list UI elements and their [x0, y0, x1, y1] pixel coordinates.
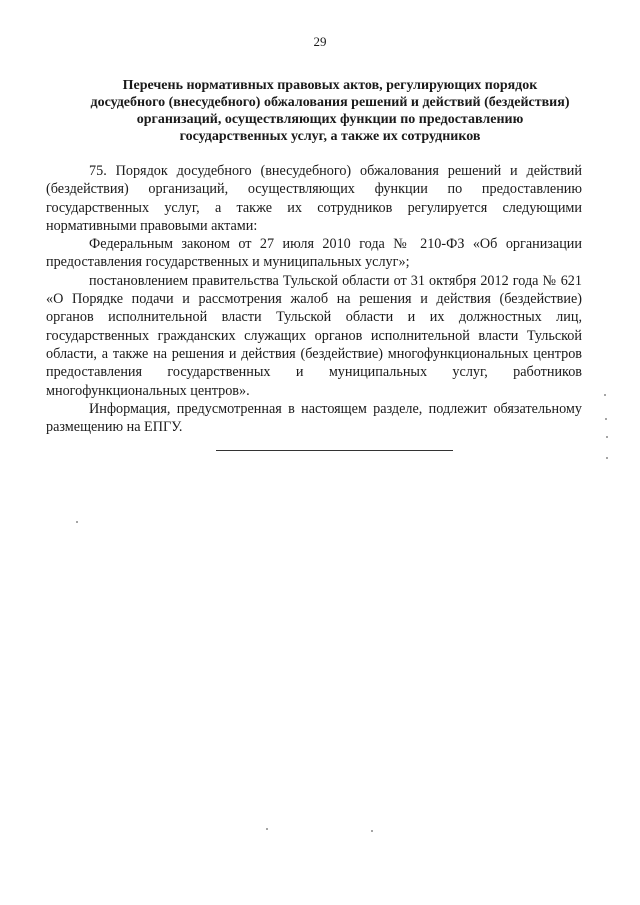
scan-speck [606, 436, 608, 438]
scan-speck [76, 521, 78, 523]
heading-line: государственных услуг, а также их сотрудников [179, 129, 481, 144]
heading-line: Перечень нормативных правовых актов, регулирующих порядок [122, 78, 538, 93]
heading-line: досудебного (внесудебного) обжалования решений и действий (бездействия) [90, 95, 570, 110]
section-heading [60, 77, 600, 145]
paragraph-federal-law: Федеральным законом от 27 июля 2010 года № 210-ФЗ «Об организации предоставления государственных и муниципальных услуг»; [46, 236, 582, 271]
scan-speck [266, 828, 268, 830]
closing-divider [216, 450, 453, 451]
paragraph-publication-note: Информация, предусмотренная в настоящем разделе, подлежит обязательному размещению на ЕПГУ. [46, 400, 582, 436]
document-body [46, 162, 582, 436]
page-number: 29 [313, 34, 327, 49]
scan-speck [604, 394, 606, 396]
scan-speck [605, 418, 607, 420]
paragraph-intro: 75. Порядок досудебного (внесудебного) обжалования решений и действий (бездействия) организаций, осуществляющих функции по предоставлению государственных услуг, а также их сотрудников регулируется следующими нормативными правовыми актами: [46, 163, 582, 234]
heading-line: организаций, осуществляющих функции по предоставлению [136, 112, 524, 127]
scan-speck [371, 830, 373, 832]
scan-speck [606, 457, 608, 459]
paragraph-regional-decree: постановлением правительства Тульской области от 31 октября 2012 года № 621 «О Порядке подачи и рассмотрения жалоб на решения и действия (бездействие) органов исполнительной власти Тульской области и их должностных лиц, государственных гражданских служащих органов исполнительной власти Тульской области, а также на решения и действия (бездействие) многофункциональных центров предоставления государственных и муниципальных услуг, работников многофункциональных центров». [46, 272, 582, 399]
